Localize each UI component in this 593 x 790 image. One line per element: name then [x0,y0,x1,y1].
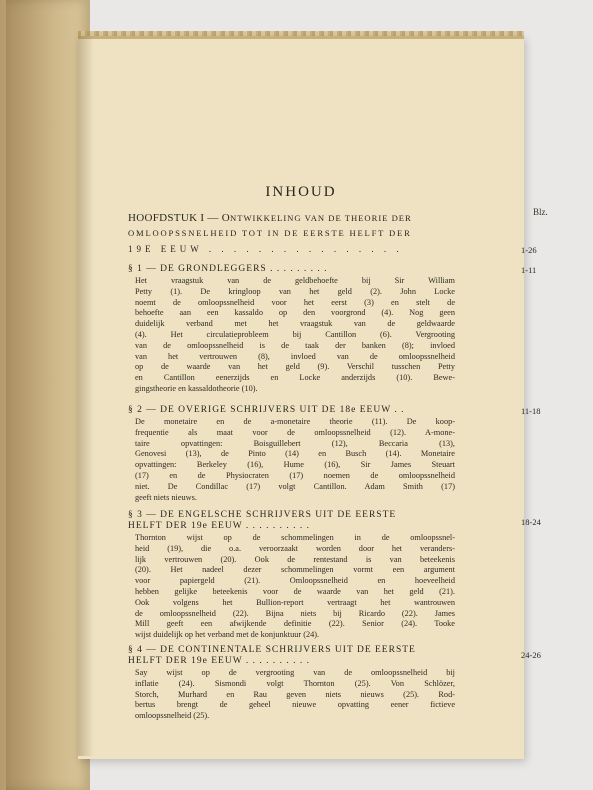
chapter-page-range: 1-26 [521,245,537,255]
section-3-pages: 18-24 [521,517,541,527]
section-2-pages: 11-18 [521,406,541,416]
chapter-heading-line-1: HOOFDSTUK I — ONTWIKKELING VAN DE THEORIE DER [128,212,412,224]
page-content [78,36,548,756]
chapter-heading-line-3: 19E EEUW . . . . . . . . . . . . . . . . [128,244,403,254]
page-title: INHOUD [265,184,337,200]
section-1-summary: Het vraagstuk van de geldbehoefte bij Sir William Petty (1). De kringloop van het geld (2). John Locke noemt de omloopssnelheid voor het eerst (3) en stelt de behoefte aan een kassaldo op den voorgrond (4). Nog geen duidelijk verband met het vraagstuk van de geldwaarde (4). Het circulatieprobleem bij Cantillon (6). Vergrooting van de omloopssnelheid is de taak der banken (8); invloed van het vertrouwen (8), invloed van de omloopssnelheid op de waarde van het geld (9). Verschil tusschen Petty en Cantillon eenerzijds en Locke anderzijds (10). Bewe- gingstheorie en kassaldotheorie (10). [135,276,455,393]
section-3-summary: Thornton wijst op de schommelingen in de omloopssnel- heid (19), die o.a. veroorzaakt worden door het veranders- lijk vertrouwen (20). Ook de rentestand is van beteekenis (20). Het nadeel dezer schommelingen vormt een argument voor papiergeld (21). Omloopssnelheid en hoeveelheid hebben gelijke beteekenis voor de waarde van het geld (21). Ook volgens het Bullion-report vertraagt het wantrouwen de omloopssnelheid (22). Bijna niets bij Ricardo (22). James Mill geeft een afwijkende definitie (22). Senior (24). Tooke wijst duidelijk op het verband met de konjunktuur (24). [135,533,455,640]
section-3-heading-line-2: HELFT DER 19e EEUW . . . . . . . . . . [128,521,310,531]
section-4-heading-line-2: HELFT DER 19e EEUW . . . . . . . . . . [128,656,310,666]
section-4-summary: Say wijst op de vergrooting van de omloopssnelheid bij inflatie (24). Sismondi volgt Thornton (25). Von Schlözer, Storch, Murhard en Rau geven niets nieuws (25). Rod- bertus brengt de geheel nieuwe opvatting eener fictieve omloopssnelheid (25). [135,668,455,721]
section-1-heading: § 1 — DE GRONDLEGGERS . . . . . . . . . [128,264,328,274]
section-3-heading: § 3 — DE ENGELSCHE SCHRIJVERS UIT DE EERSTE [128,510,397,520]
section-1-pages: 1-11 [521,265,537,275]
section-4-pages: 24-26 [521,650,541,660]
page-column-label: Blz. [533,207,548,217]
section-2-heading: § 2 — DE OVERIGE SCHRIJVERS UIT DE 18e EEUW . . [128,405,405,415]
chapter-heading-line-2: OMLOOPSSNELHEID TOT IN DE EERSTE HELFT DER [128,228,412,238]
section-4-heading: § 4 — DE CONTINENTALE SCHRIJVERS UIT DE EERSTE [128,645,416,655]
section-2-summary: De monetaire en de a-monetaire theorie (11). De koop- frequentie als maat voor de omloopssnelheid (12). A-mone- taire opvattingen: Boisguillebert (12), Beccaria (13), Genovesi (13), de Pinto (14) en Busch (14). Monetaire opvattingen: Berkeley (16), Hume (16), Sir James Steuart (17) en de Physiocraten (17) noemen de omloopssnelheid niet. De Condillac (17) volgt Cantillon. Adam Smith (17) geeft niets nieuws. [135,417,455,502]
